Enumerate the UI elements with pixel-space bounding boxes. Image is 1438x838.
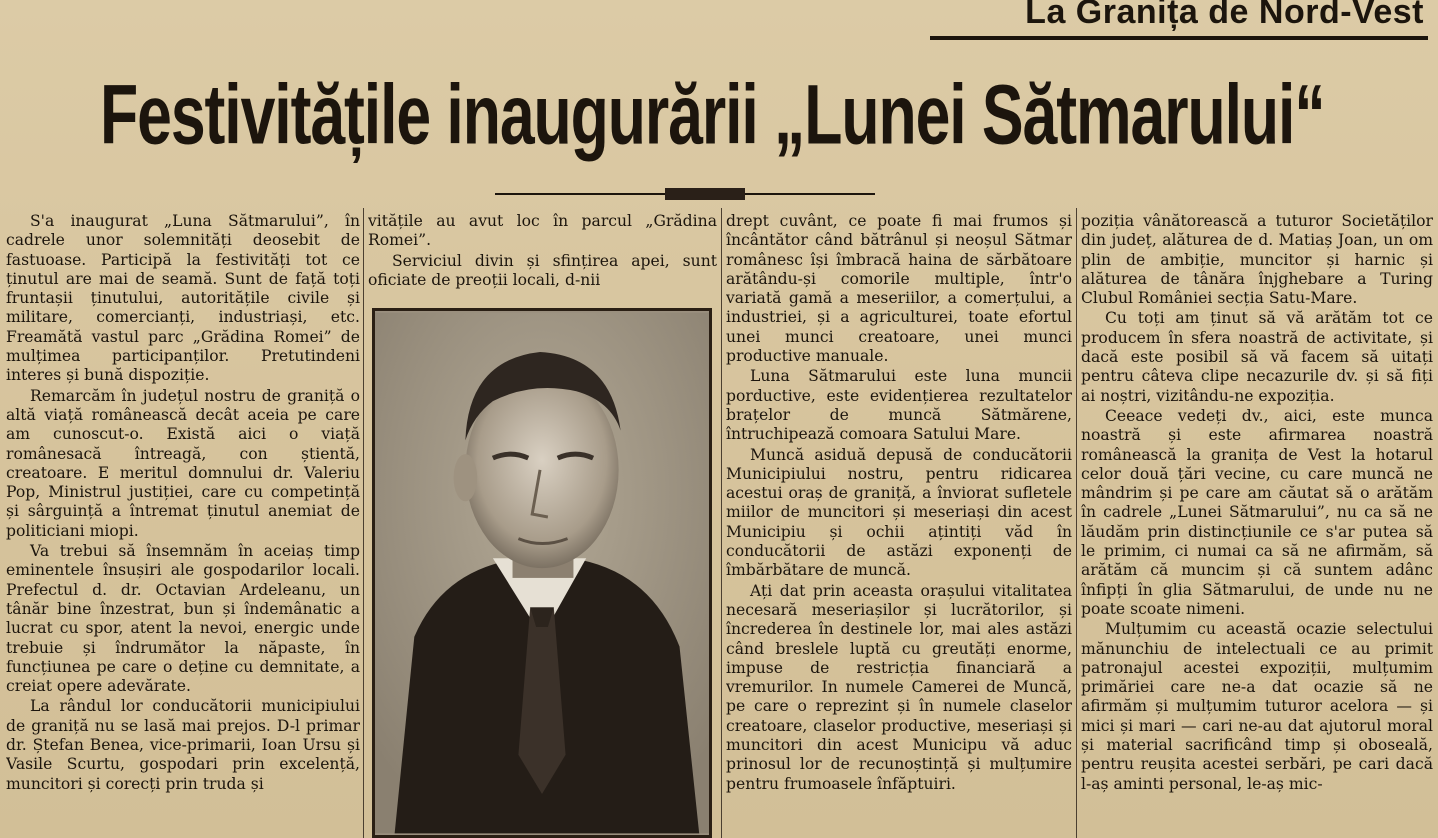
paragraph: Mulțumim cu această ocazie selectului mănunchiu de intelectuali ce au primit patronajul acestei expoziții, mulțumim primăriei care ne-a dat ocazie să ne afirmăm și mulțumim tuturor acelora — și mici și mari — cari ne-au dat ajutorul moral și material sacrificând timp și oboseală, pentru reușita acestei serbări, pe cari dacă l-aș aminti personal, le-aș mic- xyxy=(1081,620,1433,793)
paragraph: La rândul lor conducătorii municipiului de graniță nu se lasă mai prejos. D-l primar dr. Ștefan Benea, vice-primarii, Ioan Ursu și Vasile Scurtu, gospodari prin excelență, muncitori și corecți prin truda și xyxy=(6,697,360,793)
paragraph: Ați dat prin aceasta orașului vitalitatea necesară meseriașilor și lucrătorilor, și încrederea în destinele lor, mai ales astăzi când breslele luptă cu greutăți enorme, impuse de restricția financiară a vremurilor. In numele Camerei de Muncă, pe care o reprezint și în numele claselor creatoare, claselor productive, meseriași și muncitori din acest Municipu vă aduc prinosul lor de recunoștință și mulțumire pentru frumoasele înfăptuiri. xyxy=(726,581,1072,793)
column-rule xyxy=(363,208,364,838)
paragraph: S'a inaugurat „Luna Sătmarului”, în cadrele unor solemnități deosebit de fastuoase. Participă la festivități tot ce ținutul are mai de seamă. Sunt de față toți fruntașii ținutului, autoritățile civile și militare, comercianți, industriași, etc. Freamătă vastul parc „Grădina Romei” de mulțimea participanților. Pretutindeni interes și bună dispoziție. xyxy=(6,212,360,385)
article-column-3 xyxy=(726,212,1072,838)
paragraph: Va trebui să însemnăm în aceiaș timp eminentele însușiri ale gospodarilor locali. Prefectul d. dr. Octavian Ardeleanu, un tânăr bine înzestrat, bun și îndemânatic a lucrat cu spor, atent la nevoi, energic unde trebuie și îndrumător la năpaste, în funcțiunea pe care o deține cu demnitate, a creiat opere adevărate. xyxy=(6,542,360,696)
headline xyxy=(100,54,1340,164)
paragraph: vitățile au avut loc în parcul „Grădina Romei”. xyxy=(368,212,717,250)
paragraph: Luna Sătmarului este luna muncii porductive, este evidențierea rezultatelor brațelor de muncă Sătmărene, întruchipează comoara Satului Mare. xyxy=(726,367,1072,444)
paragraph: poziția vânătorească a tuturor Societăților din județ, alăturea de d. Matiaș Joan, un om plin de ambiție, muncitor și harnic și alăturea de tânăra înjghebare a Turing Clubul României secția Satu-Mare. xyxy=(1081,212,1433,308)
column-rule xyxy=(1076,208,1077,838)
paragraph: Remarcăm în județul nostru de graniță o altă viață românească decât aceia pe care am cunoscut-o. Există aici o viață românesacă întreagă, con știentă, creatoare. E meritul domnului dr. Valeriu Pop, Ministrul justiției, care cu competință și sârguință a întremat ținutul anemiat de politiciani miopi. xyxy=(6,386,360,540)
portrait-photo xyxy=(372,308,712,838)
paragraph: Muncă asiduă depusă de conducătorii Municipiului nostru, pentru ridicarea acestui oraș de graniță, a înviorat sufletele miilor de muncitori și meseriași din acest Municipiu și ochii ațintiți văd în conducătorii de astăzi exponenți de îmbărbătare de muncă. xyxy=(726,445,1072,580)
rubric-title: La Granița de Nord-Vest xyxy=(1025,0,1424,31)
headline-text: Festivitățile inaugurării „Lunei Sătmarului“ xyxy=(100,68,1325,163)
section-rubric xyxy=(930,0,1428,40)
divider-bar xyxy=(665,188,745,200)
portrait-illustration xyxy=(375,311,709,835)
paragraph: Cu toți am ținut să vă arătăm tot ce producem în sfera noastră de activitate, și dacă este posibil să vă facem să uitați pentru câteva clipe necazurile dv. și să fiți ai noștri, vizitându-ne expoziția. xyxy=(1081,309,1433,405)
article-column-4 xyxy=(1081,212,1433,838)
paragraph: drept cuvânt, ce poate fi mai frumos și încântător când bătrânul și neoșul Sătmar românesc își îmbracă haina de sărbătoare arătându-și comorile multiple, într'o variată gamă a meseriilor, a comerțului, a industriei, și a agriculturei, toate efortul unei munci creatoare, unei munci productive manuale. xyxy=(726,212,1072,366)
article-column-1 xyxy=(6,212,360,838)
paragraph: Ceeace vedeți dv., aici, este munca noastră și este afirmarea noastră românească la granița de Vest la hotarul celor două țări vecine, cu care muncă ne mândrim și pe care am căutat să o arătăm în cadrele „Lunei Sătmarului”, nu ca să ne lăudăm prin distincțiunile ce s'ar putea să le primim, ci numai ca să ne afirmăm, să arătăm că muncim și că suntem adânc înfipți în glia Sătmarului, de unde nu ne poate scoate nimeni. xyxy=(1081,406,1433,618)
paragraph: Serviciul divin și sfințirea apei, sunt oficiate de preoții locali, d-nii xyxy=(368,251,717,289)
column-rule xyxy=(721,208,722,838)
ornamental-divider xyxy=(495,188,875,200)
